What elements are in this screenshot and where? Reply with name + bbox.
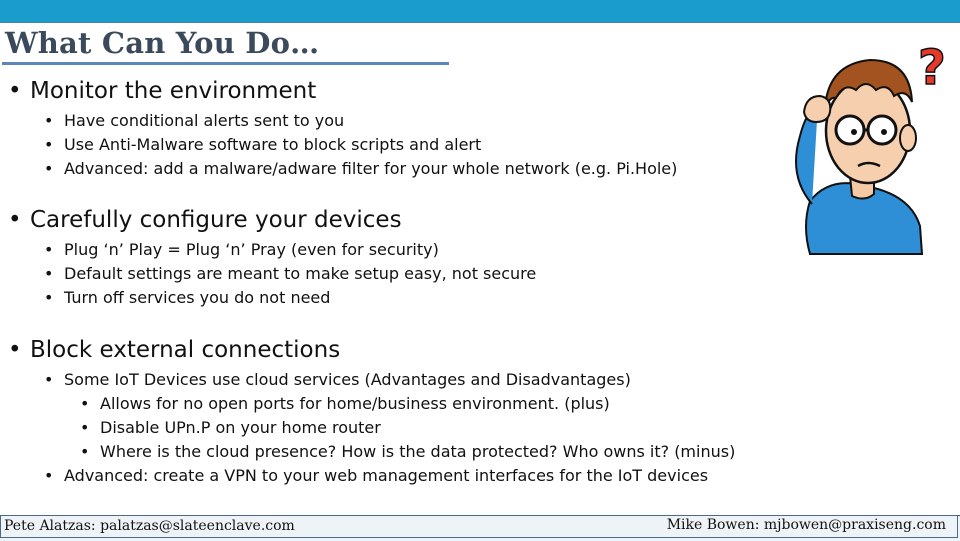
list-item: [44, 370, 631, 389]
confused-person-illustration: [770, 26, 946, 256]
heading-text: Block external connections: [30, 337, 341, 363]
question-mark-icon: ?: [918, 40, 946, 96]
bullet-marker: •: [44, 370, 54, 389]
bullet-marker: •: [8, 207, 22, 233]
sub-list-item: [80, 418, 381, 437]
section-configure-heading: [8, 207, 402, 233]
item-text: Advanced: add a malware/adware filter for your whole network (e.g. Pi.Hole): [64, 159, 678, 178]
bullet-marker: •: [8, 78, 22, 104]
item-text: Where is the cloud presence? How is the data protected? Who owns it? (minus): [100, 442, 736, 461]
left-pupil: [851, 129, 857, 135]
bullet-marker: •: [44, 288, 54, 307]
heading-text: Monitor the environment: [30, 78, 317, 104]
list-item: [44, 288, 330, 307]
footer-right-contact: Mike Bowen: mjbowen@praxiseng.com: [666, 517, 946, 533]
item-text: Use Anti-Malware software to block scripts and alert: [64, 135, 482, 154]
slide-title: What Can You Do…: [5, 26, 320, 60]
bullet-marker: •: [44, 240, 54, 259]
bullet-marker: •: [44, 135, 54, 154]
item-text: Some IoT Devices use cloud services (Advantages and Disadvantages): [64, 370, 631, 389]
ear-shape: [900, 125, 916, 151]
bullet-marker: •: [80, 442, 90, 461]
bullet-marker: •: [8, 337, 22, 363]
item-text: Default settings are meant to make setup easy, not secure: [64, 264, 537, 283]
item-text: Have conditional alerts sent to you: [64, 111, 345, 130]
item-text: Plug ‘n’ Play = Plug ‘n’ Pray (even for security): [64, 240, 439, 259]
list-item: [44, 240, 439, 259]
list-item: [44, 264, 536, 283]
sub-list-item: [80, 394, 610, 413]
bullet-marker: •: [44, 159, 54, 178]
item-text: Advanced: create a VPN to your web management interfaces for the IoT devices: [64, 466, 709, 485]
section-block-heading: [8, 337, 340, 363]
list-item: [44, 111, 344, 130]
section-monitor-heading: [8, 78, 316, 104]
right-pupil: [881, 129, 887, 135]
list-item: [44, 466, 708, 485]
glasses-left-lens: [836, 116, 864, 144]
bullet-marker: •: [80, 394, 90, 413]
item-text: Allows for no open ports for home/business environment. (plus): [100, 394, 610, 413]
list-item: [44, 135, 481, 154]
list-item: [44, 159, 677, 178]
title-underline: [2, 62, 449, 65]
bullet-marker: •: [44, 111, 54, 130]
item-text: Disable UPn.P on your home router: [100, 418, 381, 437]
footer-left-contact: Pete Alatzas: palatzas@slateenclave.com: [4, 518, 295, 534]
sub-list-item: [80, 442, 735, 461]
bullet-marker: •: [44, 466, 54, 485]
hand-shape: [804, 96, 830, 122]
heading-text: Carefully configure your devices: [30, 207, 402, 233]
top-accent-bar: [0, 0, 960, 23]
bullet-marker: •: [44, 264, 54, 283]
bullet-marker: •: [80, 418, 90, 437]
item-text: Turn off services you do not need: [64, 288, 331, 307]
